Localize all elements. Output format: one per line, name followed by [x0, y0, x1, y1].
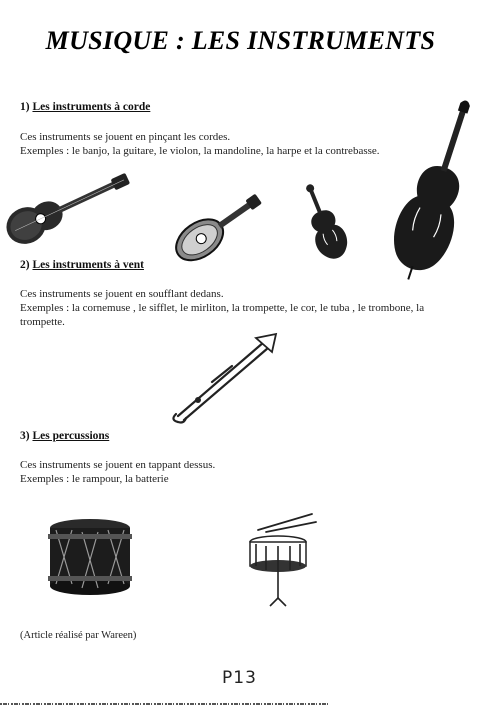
section-text-line: Ces instruments se jouent en tappant dessus. [20, 459, 216, 471]
section-title: Les percussions [32, 430, 110, 442]
section-heading-wind [20, 259, 144, 271]
guitar-icon [2, 172, 138, 247]
section-heading-strings [20, 101, 150, 113]
page-title: MUSIQUE : LES INSTRUMENTS [45, 26, 436, 55]
drum-icon [44, 514, 136, 600]
section-number: 1) [20, 101, 30, 113]
section-title: Les instruments à vent [32, 259, 144, 271]
page-number: P13 [222, 668, 257, 688]
scan-noise-divider [0, 700, 481, 708]
section-text-line: Ces instruments se jouent en pinçant les cordes. [20, 131, 231, 143]
trombone-icon [168, 334, 278, 424]
mandolin-icon [166, 188, 266, 258]
section-number: 3) [20, 430, 30, 442]
violin-icon [300, 180, 354, 274]
section-examples-line: Exemples : le rampour, la batterie [20, 473, 169, 485]
article-credit: (Article réalisé par Wareen) [20, 630, 137, 641]
section-number: 2) [20, 259, 30, 271]
section-title: Les instruments à corde [32, 101, 151, 113]
section-heading-percussion [20, 430, 109, 442]
section-examples-line: Exemples : la cornemuse , le sifflet, le mirliton, la trompette, le cor, le tuba , le trombone, la trompette. [20, 302, 425, 328]
double-bass-icon [396, 96, 478, 286]
section-examples-line: Exemples : le banjo, la guitare, le violon, la mandoline, la harpe et la contrebasse. [20, 145, 380, 157]
snare-drum-icon [240, 512, 320, 608]
section-text-line: Ces instruments se jouent en soufflant dedans. [20, 288, 224, 300]
